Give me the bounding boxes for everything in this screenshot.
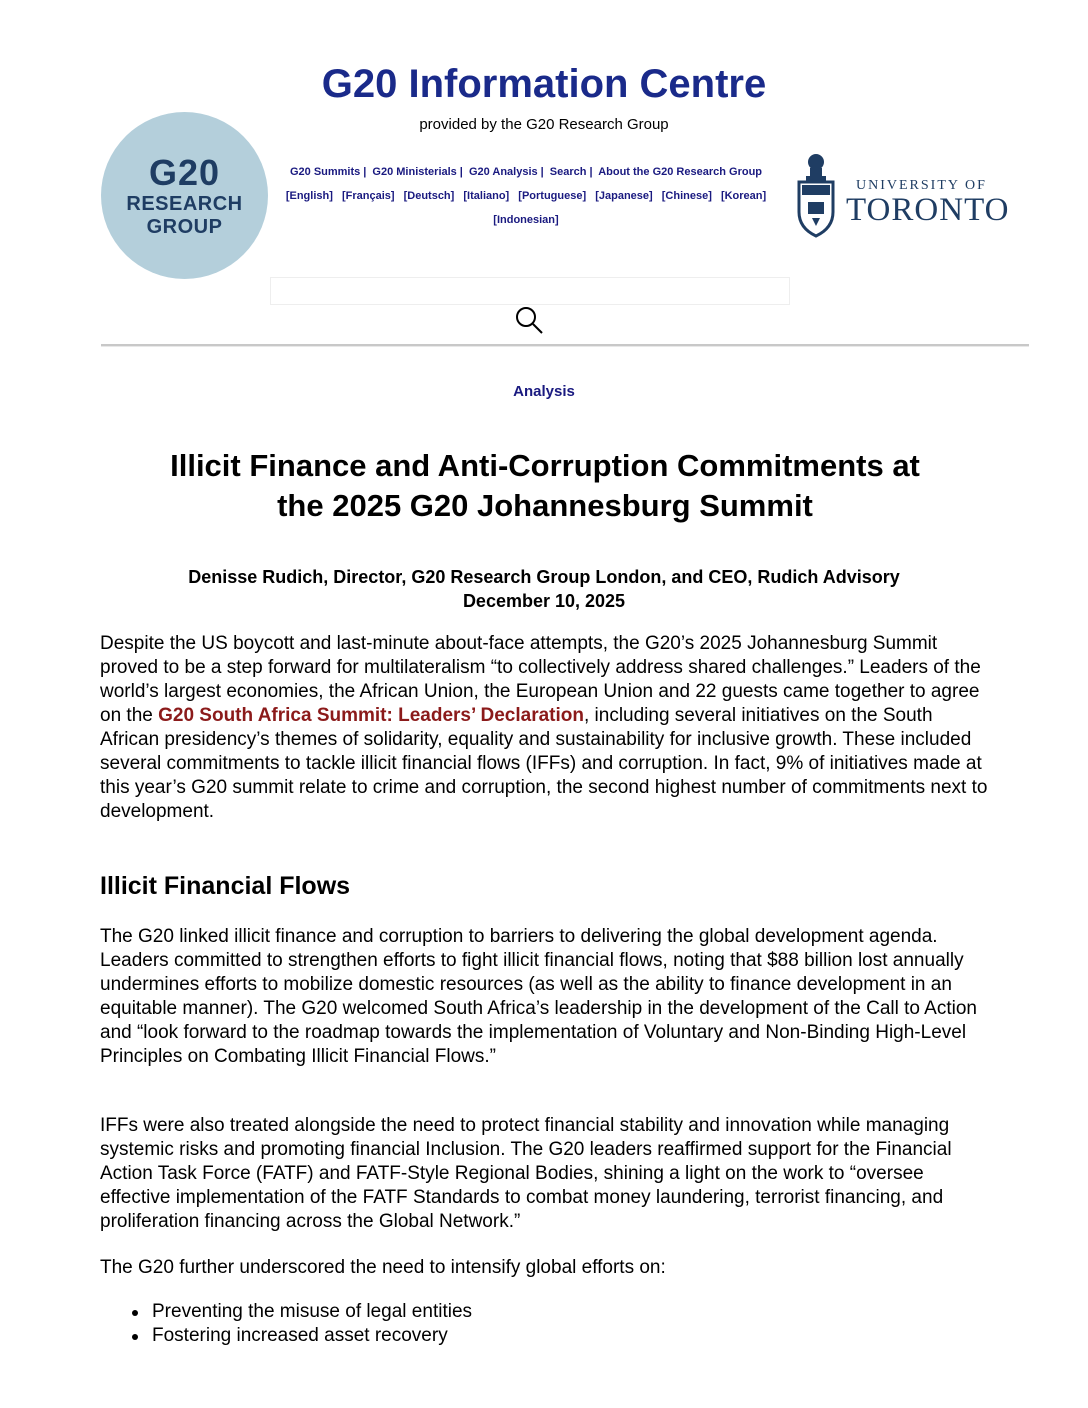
publish-date: December 10, 2025 (462, 591, 626, 611)
search-input[interactable] (270, 277, 790, 305)
lang-chinese[interactable]: [Chinese] (661, 190, 712, 202)
nav-links (270, 160, 782, 184)
nav-g20-ministerials[interactable]: G20 Ministerials (372, 166, 457, 178)
lang-japanese[interactable]: [Japanese] (595, 190, 653, 202)
intro-text-before: Despite the US boycott and last-minute about-face attempts, the G20’s 2025 Johannesburg Summit proved to be a step forward for multilateralism “to collectively address shared challenges.” Leaders of the world’s largest economies, the African Union, the European Union and 22 guests came together to agree on the (100, 633, 981, 726)
site-title: G20 Information Centre (321, 62, 767, 106)
lang-korean[interactable]: [Korean] (720, 190, 767, 202)
intro-paragraph (100, 632, 995, 824)
logo-line-3: GROUP (146, 215, 223, 238)
leaders-declaration-link[interactable]: G20 South Africa Summit: Leaders’ Declaration (158, 705, 584, 726)
lang-english[interactable]: [English] (285, 190, 333, 202)
nav-separator: | (459, 166, 463, 178)
list-item-text: Preventing the misuse of legal entities (152, 1301, 473, 1322)
paragraph-3: IFFs were also treated alongside the need to protect financial stability and innovation while managing systemic risks and promoting financial Inclusion. The G20 leaders reaffirmed support for the Financial Action Task Force (FATF) and FATF-Style Regional Bodies, shining a light on the work to “oversee effective implementation of the FATF Standards to combat money laundering, terrorist financing, and proliferation financing across the Global Network.” (100, 1115, 952, 1232)
logo-line-1: G20 (148, 151, 221, 193)
article-title (90, 446, 1000, 526)
lang-indonesian[interactable]: [Indonesian] (493, 214, 559, 226)
list-item-text: Fostering increased asset recovery (152, 1325, 448, 1346)
search-icon[interactable] (513, 305, 545, 335)
uoft-toronto: TORONTO (846, 192, 1010, 228)
article-title-line-1: Illicit Finance and Anti-Corruption Commitments at (170, 448, 920, 483)
language-links (270, 184, 782, 232)
byline (0, 565, 1088, 613)
logo-line-2: RESEARCH (126, 192, 243, 215)
uoft-crest-icon (796, 152, 836, 238)
list-item (100, 1300, 995, 1324)
intro-text-after: , including several initiatives on the South African presidency’s themes of solidarity, equality and sustainability for inclusive growth. These included several commitments to tackle illicit financial flows (IFFs) and corruption. In fact, 9% of initiatives made at this year’s G20 summit relate to crime and corruption, the second highest number of commitments next to development. (100, 705, 988, 822)
lang-francais[interactable]: [Français] (341, 190, 395, 202)
g20-research-group-logo[interactable] (101, 112, 268, 279)
header-divider (101, 344, 1029, 347)
uoft-university-of: UNIVERSITY OF (856, 178, 987, 193)
nav-search[interactable]: Search (549, 166, 587, 178)
nav-g20-summits[interactable]: G20 Summits (289, 166, 361, 178)
bullet-icon (132, 1334, 138, 1340)
university-of-toronto-logo[interactable] (796, 152, 1031, 242)
paragraph-2: The G20 linked illicit finance and corruption to barriers to delivering the global development agenda. Leaders committed to strengthen efforts to fight illicit financial flows, noting that $88 billion lost annually undermines efforts to mobilize domestic resources (as well as the ability to finance development in an equitable manner). The G20 welcomed South Africa’s leadership in the development of the Call to Action and “look forward to the roadmap towards the implementation of Voluntary and Non-Binding High-Level Principles on Combating Illicit Financial Flows.” (100, 926, 977, 1067)
bullet-icon (132, 1310, 138, 1316)
site-subtitle: provided by the G20 Research Group (419, 116, 669, 133)
list-item (100, 1324, 995, 1348)
analysis-link[interactable]: Analysis (513, 383, 575, 400)
nav-separator: | (363, 166, 367, 178)
lang-italiano[interactable]: [Italiano] (463, 190, 510, 202)
nav-separator: | (540, 166, 544, 178)
nav-g20-analysis[interactable]: G20 Analysis (468, 166, 538, 178)
lang-deutsch[interactable]: [Deutsch] (403, 190, 455, 202)
author: Denisse Rudich, Director, G20 Research Group London, and CEO, Rudich Advisory (188, 567, 900, 587)
paragraph-4: The G20 further underscored the need to intensify global efforts on: (100, 1257, 666, 1278)
lang-portuguese[interactable]: [Portuguese] (518, 190, 587, 202)
section-heading: Illicit Financial Flows (100, 872, 351, 900)
section-label (0, 383, 1088, 400)
article-title-line-2: the 2025 G20 Johannesburg Summit (277, 488, 813, 523)
nav-separator: | (589, 166, 593, 178)
main-nav (270, 160, 782, 232)
nav-about[interactable]: About the G20 Research Group (598, 166, 763, 178)
bullet-list (100, 1300, 995, 1348)
